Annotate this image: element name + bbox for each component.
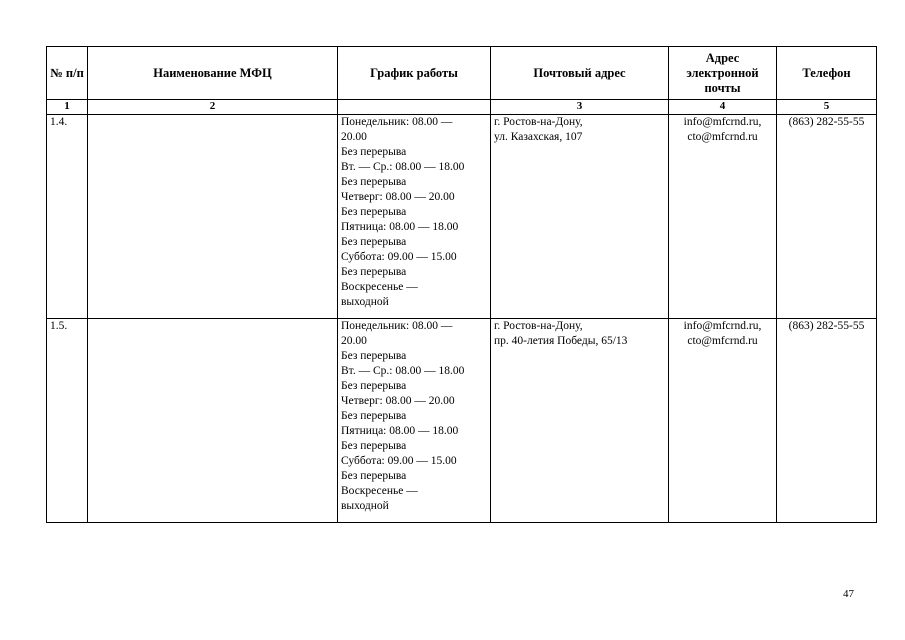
mfc-table [46,46,877,523]
schedule-line: Понедельник: 08.00 — [341,320,453,332]
column-number: 5 [777,100,877,115]
column-number-row [47,100,877,115]
schedule-line: Воскресенье — [341,281,418,293]
header-name: Наименование МФЦ [88,47,338,100]
row-number: 1.4. [47,115,88,319]
postal-address [491,115,669,319]
schedule-line: Понедельник: 08.00 — [341,116,453,128]
table-row [47,115,877,319]
schedule-line: Без перерыва [341,350,407,362]
schedule-line: Воскресенье — [341,485,418,497]
email-address-line[interactable]: cto@mfcrnd.ru [687,131,758,143]
header-email: Адрес электронной почты [669,47,777,100]
schedule-line: Суббота: 09.00 — 15.00 [341,251,457,263]
mfc-name [88,319,338,523]
header-row [47,47,877,100]
email-address [669,115,777,319]
row-number: 1.5. [47,319,88,523]
email-address [669,319,777,523]
schedule-line: Четверг: 08.00 — 20.00 [341,395,455,407]
schedule [338,319,491,523]
schedule-line: Без перерыва [341,440,407,452]
schedule-line: Без перерыва [341,146,407,158]
schedule-line: Вт. — Ср.: 08.00 — 18.00 [341,161,465,173]
email-address-line[interactable]: info@mfcrnd.ru, [683,116,762,128]
schedule-line: Без перерыва [341,176,407,188]
table-body [47,100,877,523]
schedule-line: 20.00 [341,131,367,143]
header-postal: Почтовый адрес [491,47,669,100]
email-address-line[interactable]: info@mfcrnd.ru, [683,320,762,332]
postal-address-line: пр. 40-летия Победы, 65/13 [494,335,628,347]
schedule-line: Четверг: 08.00 — 20.00 [341,191,455,203]
column-number: 4 [669,100,777,115]
mfc-name [88,115,338,319]
column-number: 3 [491,100,669,115]
header-num: № п/п [47,47,88,100]
column-number: 1 [47,100,88,115]
postal-address-line: г. Ростов-на-Дону, [494,116,583,128]
page-number: 47 [843,588,854,600]
header-schedule: График работы [338,47,491,100]
schedule-line: Без перерыва [341,470,407,482]
header-phone: Телефон [777,47,877,100]
schedule-line: Пятница: 08.00 — 18.00 [341,425,459,437]
phone-number: (863) 282-55-55 [777,115,877,319]
schedule-line: Без перерыва [341,410,407,422]
postal-address-line: ул. Казахская, 107 [494,131,583,143]
column-number: 2 [88,100,338,115]
schedule [338,115,491,319]
schedule-line: Без перерыва [341,266,407,278]
schedule-line: Без перерыва [341,380,407,392]
phone-number: (863) 282-55-55 [777,319,877,523]
schedule-line: выходной [341,500,389,512]
email-address-line[interactable]: cto@mfcrnd.ru [687,335,758,347]
postal-address [491,319,669,523]
schedule-line: 20.00 [341,335,367,347]
column-number [338,100,491,115]
schedule-line: Без перерыва [341,206,407,218]
schedule-line: Суббота: 09.00 — 15.00 [341,455,457,467]
schedule-line: Без перерыва [341,236,407,248]
table-row [47,319,877,523]
postal-address-line: г. Ростов-на-Дону, [494,320,583,332]
schedule-line: выходной [341,296,389,308]
schedule-line: Пятница: 08.00 — 18.00 [341,221,459,233]
schedule-line: Вт. — Ср.: 08.00 — 18.00 [341,365,465,377]
